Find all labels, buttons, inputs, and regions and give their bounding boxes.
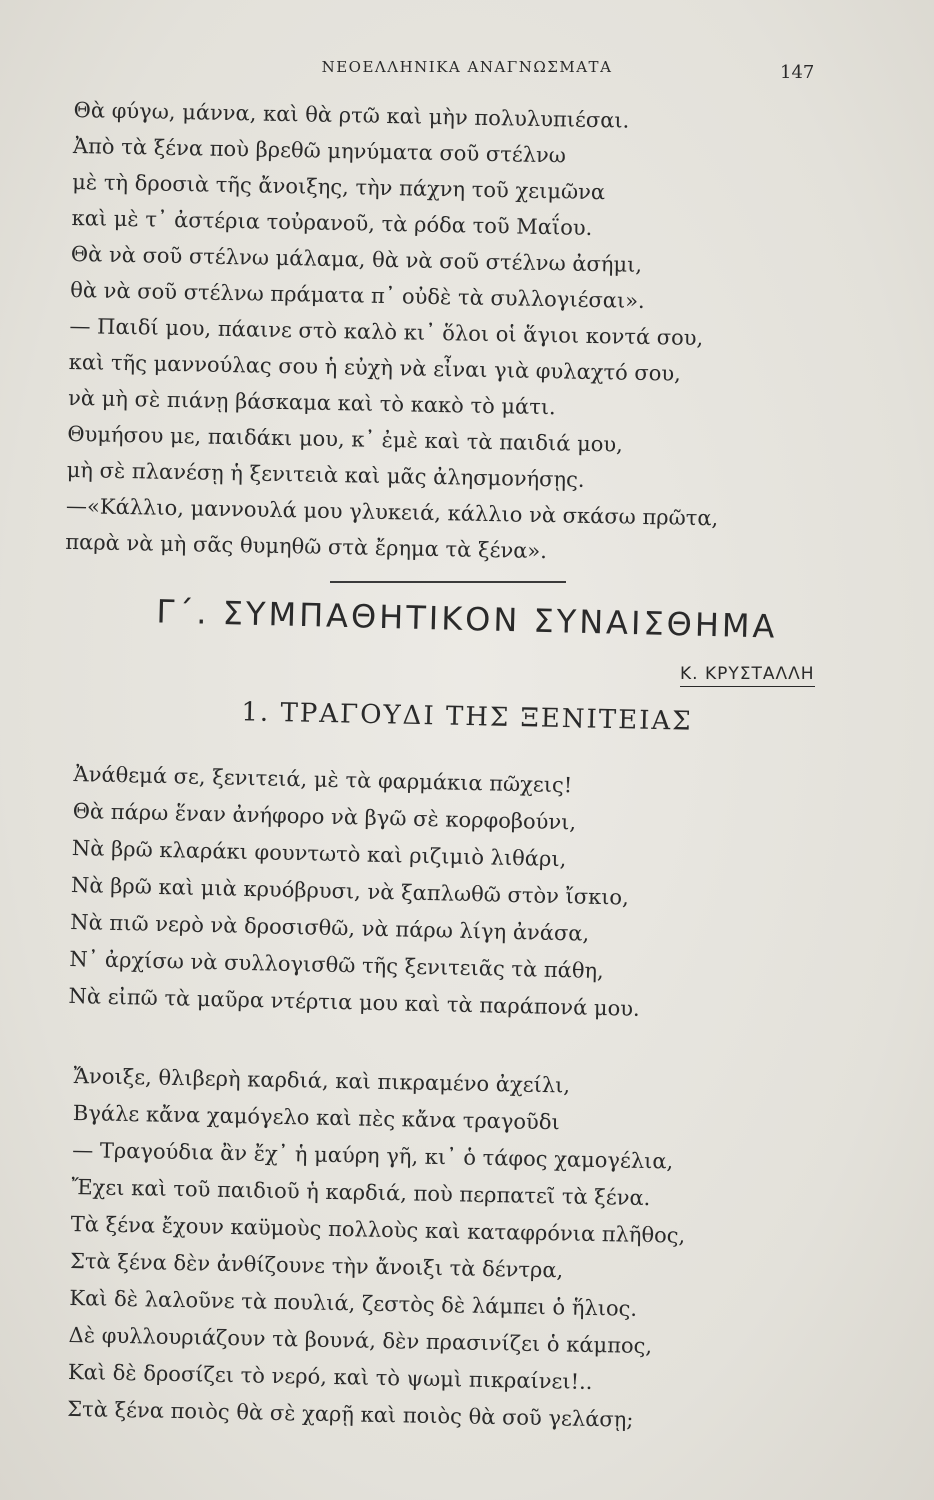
text-line: νὰ μὴ σὲ πιάνῃ βάσκαμα καὶ τὸ κακὸ τὸ μάτι.	[67, 385, 556, 420]
text-line: θὰ νὰ σοῦ στέλνω πράματα π᾽ οὐδὲ τὰ συλλογιέσαι».	[69, 277, 645, 313]
verse-line: Βγάλε κἄνα χαμόγελο καὶ πὲς κἄνα τραγοῦδι	[72, 1100, 560, 1135]
verse-line: Καὶ δὲ λαλοῦνε τὰ πουλιά, ζεστὸς δὲ λάμπει ὁ ἥλιος.	[69, 1285, 638, 1321]
poem-stanza-2	[67, 1058, 794, 1442]
verse-line: Στὰ ξένα ποιὸς θὰ σὲ χαρῇ καὶ ποιὸς θὰ σοῦ γελάσῃ;	[67, 1396, 634, 1432]
verse-line: Ἀνάθεμά σε, ξενιτειά, μὲ τὰ φαρμάκια πῶχεις!	[73, 761, 573, 798]
text-line: — Παιδί μου, πάαινε στὸ καλὸ κι᾽ ὅλοι οἱ ἅγιοι κοντά σου,	[69, 313, 704, 351]
text-line: μὲ τὴ δροσιὰ τῆς ἄνοιξης, τὴν πάχνη τοῦ χειμῶνα	[72, 169, 606, 205]
verse-line: — Τραγούδια ἂν ἔχ᾽ ἡ μαύρη γῆ, κι᾽ ὁ τάφος χαμογέλια,	[72, 1137, 674, 1174]
verse-line: Νὰ βρῶ κλαράκι φουντωτὸ καὶ ριζιμιὸ λιθάρι,	[71, 835, 567, 872]
text-line: —«Κάλλιο, μαννουλά μου γλυκειά, κάλλιο νὰ σκάσω πρῶτα,	[65, 493, 719, 531]
page-number: 147	[780, 62, 815, 83]
section-divider	[330, 581, 566, 583]
running-head: ΝΕΟΕΛΛΗΝΙΚΑ ΑΝΑΓΝΩΣΜΑΤΑ	[321, 58, 613, 76]
verse-line: Ἄνοιξε, θλιβερὴ καρδιά, καὶ πικραμένο ἀχείλι,	[73, 1063, 571, 1098]
text-line: Θυμήσου με, παιδάκι μου, κ᾽ ἐμὲ καὶ τὰ παιδιά μου,	[67, 421, 624, 457]
text-line: μὴ σὲ πλανέσῃ ἡ ξενιτειὰ καὶ μᾶς ἀλησμονήσῃς.	[66, 457, 585, 492]
author-name: Κ. ΚΡΥΣΤΑΛΛΗ	[680, 664, 815, 687]
verse-line: Νὰ πιῶ νερὸ νὰ δροσισθῶ, νὰ πάρω λίγη ἀνάσα,	[69, 909, 590, 946]
verse-line: Καὶ δὲ δροσίζει τὸ νερό, καὶ τὸ ψωμὶ πικραίνει!..	[67, 1359, 593, 1395]
verse-line: Τὰ ξένα ἔχουν καϋμοὺς πολλοὺς καὶ καταφρόνια πλῆθος,	[70, 1211, 686, 1248]
poem-stanza-1	[68, 756, 794, 1031]
section-heading: Γ΄. ΣΥΜΠΑΘΗΤΙΚΟΝ ΣΥΝΑΙΣΘΗΜΑ	[156, 592, 778, 646]
text-line: καὶ μὲ τ᾽ ἀστέρια τοὐρανοῦ, τὰ ρόδα τοῦ Μαΐου.	[71, 205, 593, 240]
verse-line: Νὰ εἰπῶ τὰ μαῦρα ντέρτια μου καὶ τὰ παράπονά μου.	[68, 983, 640, 1021]
verse-line: Ν᾽ ἀρχίσω νὰ συλλογισθῶ τῆς ξενιτειᾶς τὰ πάθη,	[69, 946, 605, 984]
text-line: καὶ τῆς μαννούλας σου ἡ εὐχὴ νὰ εἶναι γιὰ φυλαχτό σου,	[68, 349, 682, 386]
prose-excerpt	[65, 92, 794, 574]
text-line: Ἀπὸ τὰ ξένα ποὺ βρεθῶ μηνύματα σοῦ στέλνω	[72, 133, 567, 168]
poem-title: 1. ΤΡΑΓΟΥΔΙ ΤΗΣ ΞΕΝΙΤΕΙΑΣ	[241, 697, 693, 737]
verse-line: Νὰ βρῶ καὶ μιὰ κρυόβρυσι, νὰ ξαπλωθῶ στὸν ἴσκιο,	[70, 872, 630, 910]
text-line: Θὰ νὰ σοῦ στέλνω μάλαμα, θὰ νὰ σοῦ στέλνω ἀσήμι,	[70, 241, 643, 277]
verse-line: Δὲ φυλλουριάζουν τὰ βουνά, δὲν πρασινίζει ὁ κάμπος,	[68, 1322, 653, 1359]
verse-line: Ἔχει καὶ τοῦ παιδιοῦ ἡ καρδιά, ποὺ περπατεῖ τὰ ξένα.	[71, 1174, 651, 1211]
verse-line: Στὰ ξένα δὲν ἀνθίζουνε τὴν ἄνοιξι τὰ δέντρα,	[69, 1248, 564, 1283]
text-line: παρὰ νὰ μὴ σᾶς θυμηθῶ στὰ ἔρημα τὰ ξένα».	[65, 529, 548, 564]
verse-line: Θὰ πάρω ἕναν ἀνήφορο νὰ βγῶ σὲ κορφοβούνι,	[72, 798, 577, 835]
text-line: Θὰ φύγω, μάννα, καὶ θὰ ρτῶ καὶ μὴν πολυλυπιέσαι.	[73, 97, 630, 133]
